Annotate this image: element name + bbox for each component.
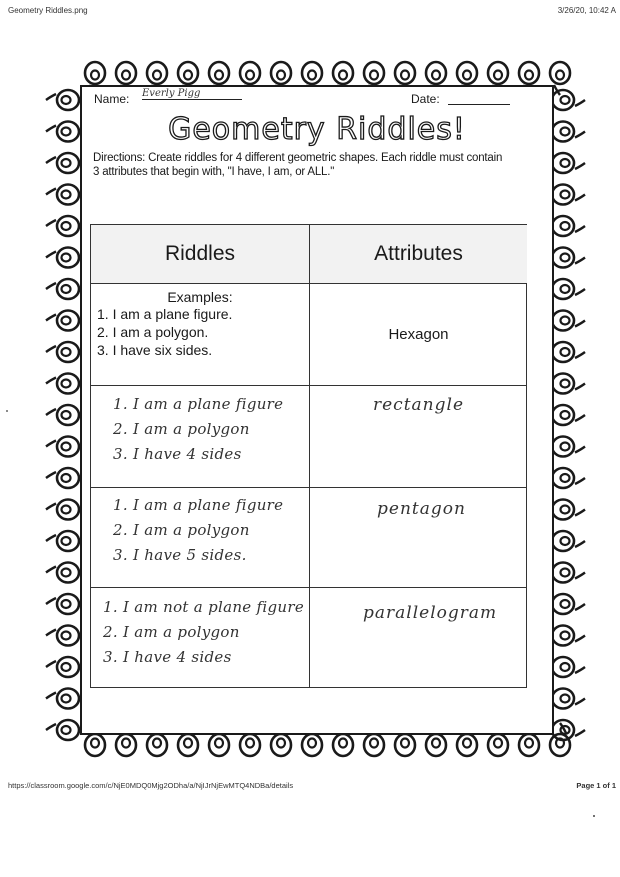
swirl-ornament xyxy=(46,311,79,331)
worksheet-title: Geometry Riddles! xyxy=(168,112,466,147)
directions: Directions: Create riddles for 4 different geometric shapes. Each riddle must contain 3 attributes that begin with, "I have, I am, or ALL." xyxy=(93,152,503,178)
print-date: 3/26/20, 10:42 A xyxy=(557,6,616,15)
swirl-ornament xyxy=(46,500,79,520)
riddle-line: 3. I have 4 sides xyxy=(113,445,242,463)
riddle-line: 3. I have 5 sides. xyxy=(113,546,247,564)
riddle-line: 2. I am a polygon xyxy=(113,420,250,438)
example-riddle xyxy=(97,305,232,359)
riddle-line: 2. I am a polygon xyxy=(103,623,240,641)
swirl-ornament xyxy=(552,122,585,142)
swirl-ornament xyxy=(46,374,79,394)
riddles-table xyxy=(90,224,527,688)
swirl-ornament xyxy=(46,122,79,142)
handwritten-attribute-3: parallelogram xyxy=(363,603,498,623)
swirl-ornament xyxy=(552,185,585,205)
swirl-ornament xyxy=(46,626,79,646)
swirl-ornament xyxy=(552,405,585,425)
swirl-ornament xyxy=(552,90,585,110)
swirl-ornament xyxy=(552,374,585,394)
handwritten-attribute-1: rectangle xyxy=(373,395,465,415)
column-divider xyxy=(309,225,310,687)
example-attribute: Hexagon xyxy=(388,326,449,343)
header-attributes: Attributes xyxy=(310,225,527,283)
swirl-ornament xyxy=(46,279,79,299)
swirl-ornament xyxy=(552,689,585,709)
source-url: https://classroom.google.com/c/NjE0MDQ0Mjg2ODha/a/NjIJrNjEwMTQ4NDBa/details xyxy=(8,781,294,790)
row-divider xyxy=(91,283,526,284)
scan-speck xyxy=(593,815,595,817)
swirl-ornament xyxy=(552,468,585,488)
swirl-ornament xyxy=(552,153,585,173)
swirl-ornament xyxy=(552,657,585,677)
swirl-ornament xyxy=(552,216,585,236)
name-value: Everly Pigg xyxy=(142,88,242,100)
swirl-ornament xyxy=(46,563,79,583)
swirl-ornament xyxy=(46,153,79,173)
handwritten-riddle-2 xyxy=(113,493,283,568)
riddle-line: 2. I am a polygon xyxy=(113,521,250,539)
riddle-line: 1. I am not a plane figure xyxy=(103,598,305,616)
swirl-ornament xyxy=(552,531,585,551)
row-divider xyxy=(91,385,526,386)
swirl-ornament xyxy=(552,563,585,583)
riddle-line: 1. I am a plane figure xyxy=(113,496,284,514)
swirl-ornament xyxy=(552,279,585,299)
swirl-ornament xyxy=(46,594,79,614)
swirl-ornament xyxy=(552,500,585,520)
swirl-ornament xyxy=(552,311,585,331)
swirl-ornament xyxy=(552,626,585,646)
swirl-ornament xyxy=(46,342,79,362)
swirl-ornament xyxy=(552,342,585,362)
date-line xyxy=(448,104,510,105)
example-line: 1. I am a plane figure. xyxy=(97,306,233,322)
swirl-ornament xyxy=(46,216,79,236)
swirl-ornament xyxy=(46,90,79,110)
swirl-ornament xyxy=(46,531,79,551)
swirl-ornament xyxy=(552,437,585,457)
name-label: Name: xyxy=(94,92,130,106)
riddle-line: 3. I have 4 sides xyxy=(103,648,232,666)
example-line: 2. I am a polygon. xyxy=(97,324,209,340)
header-riddles: Riddles xyxy=(91,225,309,283)
swirl-ornament xyxy=(46,657,79,677)
swirl-ornament xyxy=(46,248,79,268)
swirl-ornament xyxy=(46,468,79,488)
worksheet xyxy=(80,85,554,735)
example-line: 3. I have six sides. xyxy=(97,342,213,358)
swirl-ornament xyxy=(46,689,79,709)
swirl-ornament xyxy=(46,437,79,457)
swirl-ornament xyxy=(46,720,79,740)
handwritten-riddle-1 xyxy=(113,392,283,467)
page-number: Page 1 of 1 xyxy=(576,781,616,790)
example-heading: Examples: xyxy=(167,289,233,305)
date-label: Date: xyxy=(411,92,440,106)
riddle-line: 1. I am a plane figure xyxy=(113,395,284,413)
row-divider xyxy=(91,487,526,488)
swirl-ornament xyxy=(46,405,79,425)
file-title: Geometry Riddles.png xyxy=(8,6,88,15)
handwritten-riddle-3 xyxy=(103,595,304,670)
swirl-ornament xyxy=(552,594,585,614)
handwritten-attribute-2: pentagon xyxy=(377,499,466,519)
swirl-ornament xyxy=(46,185,79,205)
row-divider xyxy=(91,587,526,588)
swirl-ornament xyxy=(552,248,585,268)
scan-speck xyxy=(6,410,8,412)
